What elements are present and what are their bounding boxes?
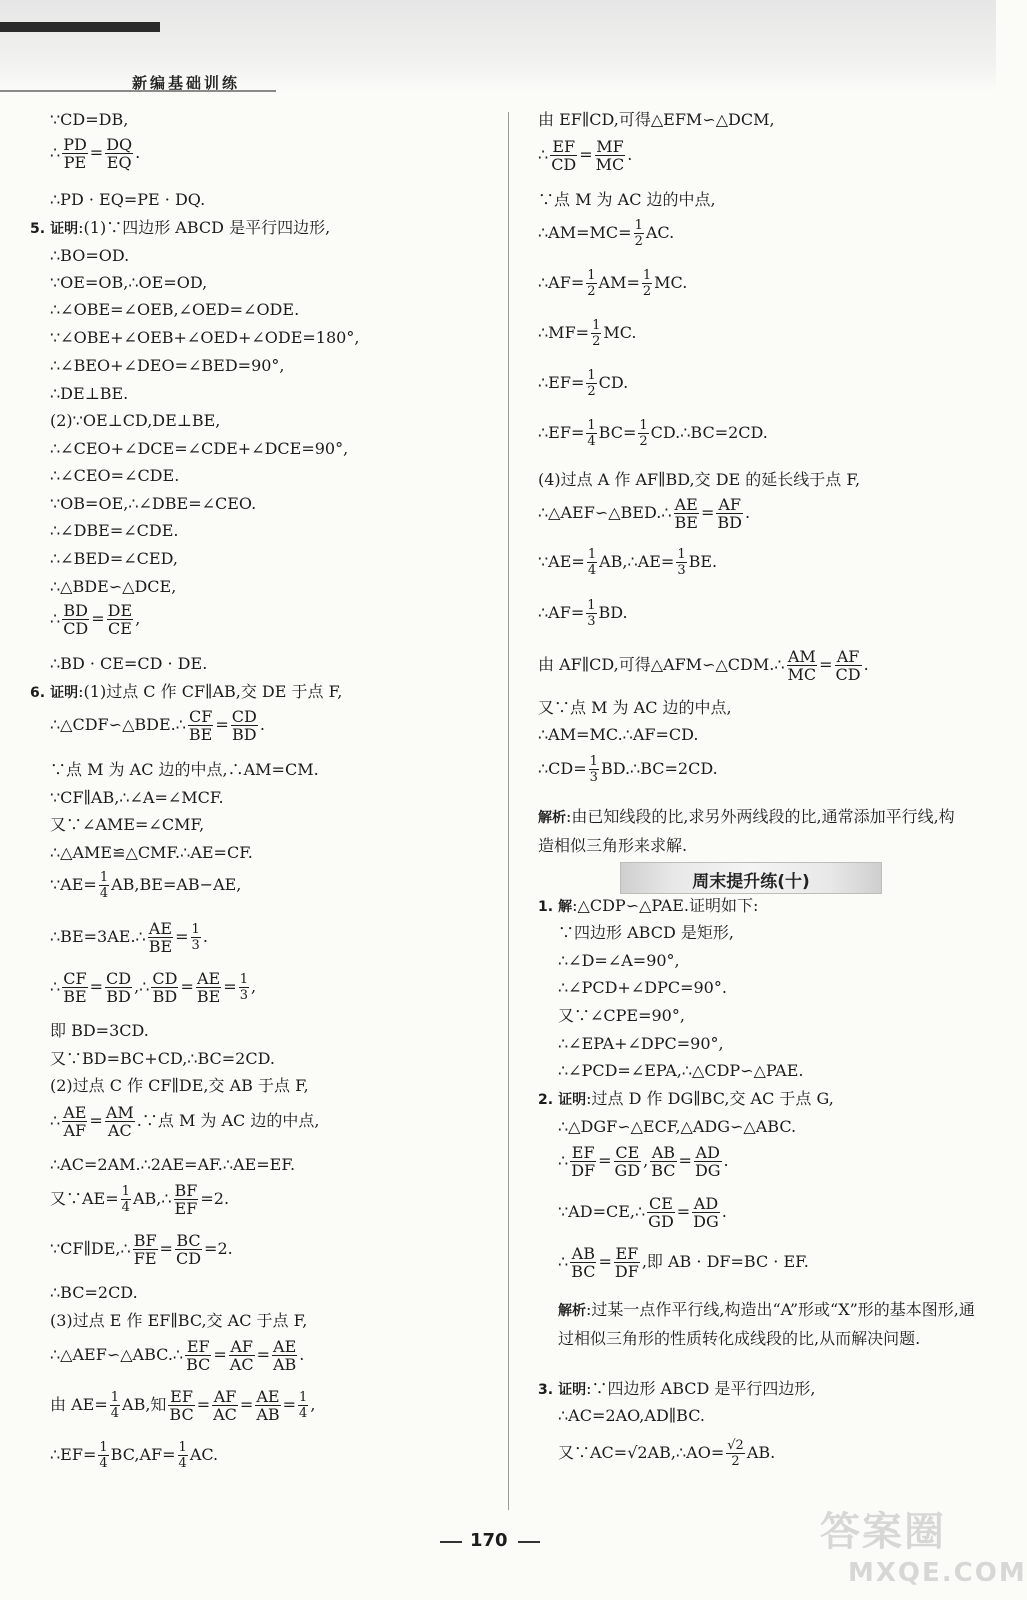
fraction: $\frac{EF}{DF}$: [571, 1143, 596, 1180]
fraction: $\frac{1}{4}$: [99, 870, 109, 901]
fraction: $\frac{1}{2}$: [587, 368, 596, 399]
fraction: $\frac{1}{4}$: [587, 418, 596, 449]
line: ∴DE⊥BE.: [50, 384, 129, 403]
fraction: $\frac{AE}{AB}$: [272, 1337, 297, 1374]
fraction: $\frac{1}{3}$: [587, 598, 596, 629]
fraction: $\frac{AE}{BE}$: [148, 919, 173, 956]
fraction: $\frac{BF}{FE}$: [133, 1231, 157, 1268]
line: ∵点 M 为 AC 边的中点,: [538, 190, 716, 209]
line: ∴AC=2AO,AD∥BC.: [558, 1406, 705, 1425]
line: ∴BO=OD.: [50, 246, 130, 265]
page-number: 170: [470, 1530, 508, 1551]
line-fraction: ∵AD=CE,∴ $\frac{CE}{GD}$ = $\frac{AD}{DG}$ .: [558, 1194, 727, 1231]
fraction: $\frac{1}{2}$: [639, 418, 648, 449]
fraction: $\frac{1}{4}$: [99, 1440, 108, 1471]
line-fraction: ∴ $\frac{BD}{CD}$ = $\frac{DE}{CE}$ ,: [50, 601, 141, 638]
line: ∴∠D=∠A=90°,: [558, 951, 680, 970]
fraction: $\frac{1}{4}$: [121, 1184, 130, 1215]
fraction: $\frac{EF}{BC}$: [186, 1337, 211, 1374]
fraction: $\frac{1}{4}$: [110, 1390, 120, 1421]
page-number-dash-left: [440, 1541, 462, 1543]
line: ∵点 M 为 AC 边的中点,∴AM=CM.: [50, 760, 319, 779]
line: ∵OB=OE,∴∠DBE=∠CEO.: [50, 494, 257, 513]
fraction: $\frac{CE}{GD}$: [614, 1143, 641, 1180]
problem-3: 3. 证明:∵四边形 ABCD 是平行四边形,: [538, 1379, 816, 1398]
fraction: $\frac{MF}{MC}$: [595, 137, 625, 174]
line: (2)∵OE⊥CD,DE⊥BE,: [50, 411, 221, 430]
fraction: $\frac{BF}{EF}$: [174, 1181, 198, 1218]
line-fraction: 由 AF∥CD,可得△AFM∽△CDM.∴ $\frac{AM}{MC}$ = $\frac{AF}{CD}$ .: [538, 647, 869, 684]
section-banner-title: 周末提升练(十): [692, 872, 810, 892]
line: 由 EF∥CD,可得△EFM∽△DCM,: [538, 110, 775, 129]
line-fraction: ∴ $\frac{AB}{BC}$ = $\frac{EF}{DF}$ ,即 AB · DF=BC · EF.: [558, 1244, 809, 1281]
fraction: $\frac{√2}{2}$: [727, 1438, 744, 1469]
line-fraction: ∴△CDF∽△BDE.∴ $\frac{CF}{BE}$ = $\frac{CD}{BD}$ .: [50, 707, 265, 744]
line-fraction: ∴EF= $\frac{1}{4}$ BC,AF= $\frac{1}{4}$ AC.: [50, 1440, 219, 1471]
fraction: $\frac{AE}{BE}$: [674, 495, 698, 532]
line: 又∵∠AME=∠CMF,: [50, 815, 205, 834]
line: ∴PD · EQ=PE · DQ.: [50, 190, 206, 209]
fraction: $\frac{AF}{AC}$: [229, 1337, 254, 1374]
fraction: $\frac{1}{3}$: [191, 922, 200, 953]
line: ∴∠BED=∠CED,: [50, 549, 178, 568]
analysis-note: 解析:由已知线段的比,求另外两线段的比,通常添加平行线,构造相似三角形来求解.: [538, 807, 955, 855]
fraction: $\frac{1}{4}$: [178, 1440, 187, 1471]
line: ∴BD · CE=CD · DE.: [50, 654, 208, 673]
fraction: $\frac{1}{2}$: [587, 268, 596, 299]
fraction: $\frac{1}{3}$: [677, 547, 686, 578]
fraction: $\frac{AD}{DG}$: [694, 1143, 721, 1180]
line-fraction: ∵AE= $\frac{1}{4}$ AB,∴AE= $\frac{1}{3}$ BE.: [538, 547, 718, 578]
line-fraction: ∵AE= $\frac{1}{4}$ AB,BE=AB−AE,: [50, 870, 242, 901]
line-fraction: ∴ $\frac{EF}{DF}$ = $\frac{CE}{GD}$ , $\frac{AB}{BC}$ = $\frac{AD}{DG}$ .: [558, 1143, 729, 1180]
fraction: $\frac{AF}{AC}$: [213, 1387, 237, 1424]
watermark-logo: 答案圈: [820, 1509, 946, 1555]
fraction: $\frac{AE}{AF}$: [63, 1103, 87, 1140]
line-fraction: ∴CD= $\frac{1}{3}$ BD.∴BC=2CD.: [538, 754, 718, 785]
line-fraction: 又∵AE= $\frac{1}{4}$ AB,∴ $\frac{BF}{EF}$ =2.: [50, 1181, 230, 1218]
line: (2)过点 C 作 CF∥DE,交 AB 于点 F,: [50, 1076, 309, 1095]
fraction: $\frac{AF}{BD}$: [717, 495, 742, 532]
fraction: $\frac{DQ}{EQ}$: [106, 135, 133, 172]
line: ∴△AME≌△CMF.∴AE=CF.: [50, 843, 253, 862]
line-fraction: 又∵AC=√2AB,∴AO= $\frac{√2}{2}$ AB.: [558, 1438, 776, 1469]
fraction: $\frac{CF}{BE}$: [63, 969, 87, 1006]
header-title: 新编基础训练: [132, 74, 241, 92]
fraction: $\frac{1}{3}$: [589, 754, 598, 785]
line-fraction: ∴AM=MC= $\frac{1}{2}$ AC.: [538, 218, 675, 249]
line: ∴△DGF∽△ECF,△ADG∽△ABC.: [558, 1117, 797, 1136]
line: 又∵BD=BC+CD,∴BC=2CD.: [50, 1049, 275, 1068]
problem-6: 6. 证明:(1)过点 C 作 CF∥AB,交 DE 于点 F,: [30, 682, 343, 701]
fraction: $\frac{BD}{CD}$: [63, 601, 89, 638]
header-bar: [0, 22, 160, 32]
line: ∴BC=2CD.: [50, 1283, 138, 1302]
line: (3)过点 E 作 EF∥BC,交 AC 于点 F,: [50, 1311, 308, 1330]
fraction: $\frac{1}{2}$: [592, 318, 601, 349]
fraction: $\frac{1}{2}$: [634, 218, 643, 249]
line: ∴∠OBE=∠OEB,∠OED=∠ODE.: [50, 300, 300, 319]
line-fraction: 由 AE= $\frac{1}{4}$ AB,知 $\frac{EF}{BC}$ = $\frac{AF}{AC}$ = $\frac{AE}{AB}$ = $\frac{1}{4}$ ,: [50, 1387, 316, 1424]
line: ∴∠BEO+∠DEO=∠BED=90°,: [50, 356, 285, 375]
fraction: $\frac{AE}{AB}$: [256, 1387, 280, 1424]
section-banner: [620, 862, 882, 894]
line-fraction: ∴EF= $\frac{1}{4}$ BC= $\frac{1}{2}$ CD.∴BC=2CD.: [538, 418, 768, 449]
fraction: $\frac{PD}{PE}$: [63, 135, 87, 172]
fraction: $\frac{CD}{BD}$: [231, 707, 257, 744]
line: 又∵点 M 为 AC 边的中点,: [538, 698, 732, 717]
fraction: $\frac{EF}{BC}$: [169, 1387, 194, 1424]
line-fraction: ∴△AEF∽△BED.∴ $\frac{AE}{BE}$ = $\frac{AF}{BD}$ .: [538, 495, 751, 532]
fraction: $\frac{DE}{CE}$: [107, 601, 133, 638]
analysis-note: 解析:过某一点作平行线,构造出“A”形或“X”形的基本图形,通过相似三角形的性质转化成线段的比,从而解决问题.: [558, 1300, 975, 1348]
line-fraction: ∴ $\frac{EF}{CD}$ = $\frac{MF}{MC}$ .: [538, 137, 633, 174]
line: ∴△BDE∽△DCE,: [50, 577, 177, 596]
line: ∴∠CEO=∠CDE.: [50, 466, 180, 485]
line: ∴AC=2AM.∴2AE=AF.∴AE=EF.: [50, 1155, 296, 1174]
line: ∴∠PCD=∠EPA,∴△CDP∽△PAE.: [558, 1061, 804, 1080]
fraction: $\frac{AD}{DG}$: [693, 1194, 719, 1231]
line: ∵∠OBE+∠OEB+∠OED+∠ODE=180°,: [50, 328, 360, 347]
problem-5: 5. 证明:(1)∵四边形 ABCD 是平行四边形,: [30, 218, 331, 237]
line: (4)过点 A 作 AF∥BD,交 DE 的延长线于点 F,: [538, 470, 861, 489]
line-fraction: ∴ $\frac{PD}{PE}$ = $\frac{DQ}{EQ}$ .: [50, 135, 141, 172]
line-fraction: ∴AF= $\frac{1}{2}$ AM= $\frac{1}{2}$ MC.: [538, 268, 688, 299]
line-fraction: ∴MF= $\frac{1}{2}$ MC.: [538, 318, 637, 349]
fraction: $\frac{1}{4}$: [587, 547, 597, 578]
line: ∴∠EPA+∠DPC=90°,: [558, 1034, 724, 1053]
fraction: $\frac{1}{4}$: [299, 1390, 308, 1421]
line: 又∵∠CPE=90°,: [558, 1006, 685, 1025]
fraction: $\frac{AE}{BE}$: [196, 969, 221, 1006]
page-number-dash-right: [518, 1541, 540, 1543]
line-fraction: ∴ $\frac{CF}{BE}$ = $\frac{CD}{BD}$ ,∴ $\frac{CD}{BD}$ = $\frac{AE}{BE}$ = $\frac{1}{3}$ ,: [50, 969, 257, 1006]
fraction: $\frac{CE}{GD}$: [648, 1194, 674, 1231]
line-fraction: ∴AF= $\frac{1}{3}$ BD.: [538, 598, 628, 629]
fraction: $\frac{CD}{BD}$: [106, 969, 132, 1006]
fraction: $\frac{CF}{BE}$: [188, 707, 213, 744]
fraction: $\frac{AF}{CD}$: [835, 647, 861, 684]
fraction: $\frac{BC}{CD}$: [175, 1231, 202, 1268]
line-fraction: ∴ $\frac{AE}{AF}$ = $\frac{AM}{AC}$ .∵点 M 为 AC 边的中点,: [50, 1103, 320, 1140]
fraction: $\frac{EF}{DF}$: [614, 1244, 639, 1281]
line: ∴∠CEO+∠DCE=∠CDE+∠DCE=90°,: [50, 439, 349, 458]
column-divider: [508, 112, 509, 1510]
line: 即 BD=3CD.: [50, 1021, 149, 1040]
fraction: $\frac{1}{3}$: [239, 972, 248, 1003]
fraction: $\frac{AM}{MC}$: [787, 647, 817, 684]
fraction: $\frac{AM}{AC}$: [105, 1103, 134, 1140]
line: ∵四边形 ABCD 是矩形,: [558, 923, 734, 942]
line: ∵CD=DB,: [50, 110, 129, 129]
line: ∴∠PCD+∠DPC=90°.: [558, 978, 727, 997]
line: ∴AM=MC.∴AF=CD.: [538, 725, 699, 744]
line: ∵CF∥AB,∴∠A=∠MCF.: [50, 788, 224, 807]
line: ∴∠DBE=∠CDE.: [50, 521, 179, 540]
problem-2: 2. 证明:过点 D 作 DG∥BC,交 AC 于点 G,: [538, 1089, 834, 1108]
line-fraction: ∴EF= $\frac{1}{2}$ CD.: [538, 368, 629, 399]
line-fraction: ∵CF∥DE,∴ $\frac{BF}{FE}$ = $\frac{BC}{CD}$ =2.: [50, 1231, 233, 1268]
fraction: $\frac{AB}{BC}$: [651, 1143, 676, 1180]
fraction: $\frac{AB}{BC}$: [571, 1244, 596, 1281]
fraction: $\frac{CD}{BD}$: [152, 969, 178, 1006]
fraction: $\frac{1}{2}$: [642, 268, 652, 299]
problem-1: 1. 解:△CDP∽△PAE.证明如下:: [538, 896, 759, 915]
fraction: $\frac{EF}{CD}$: [551, 137, 577, 174]
line-fraction: ∴BE=3AE.∴ $\frac{AE}{BE}$ = $\frac{1}{3}$ .: [50, 919, 208, 956]
line-fraction: ∴△AEF∽△ABC.∴ $\frac{EF}{BC}$ = $\frac{AF}{AC}$ = $\frac{AE}{AB}$ .: [50, 1337, 305, 1374]
watermark-url: MXQE.COM: [848, 1558, 1027, 1588]
line: ∵OE=OB,∴OE=OD,: [50, 273, 208, 292]
